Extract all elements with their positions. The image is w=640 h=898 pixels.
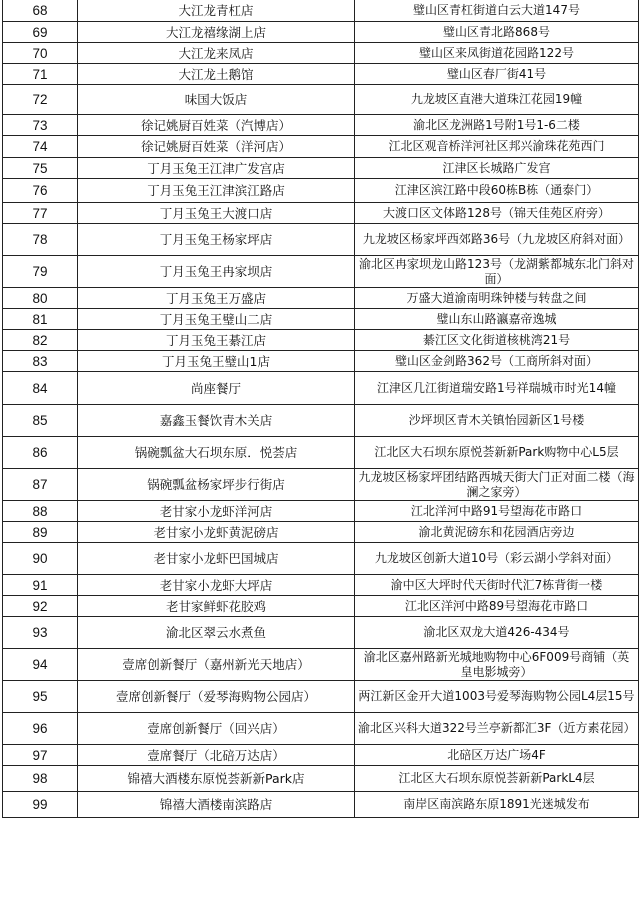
- row-number: 96: [3, 713, 78, 745]
- table-row: [3, 203, 639, 224]
- restaurant-address: 渝北区嘉州路新光城地购物中心6F009号商铺（英皇电影城旁）: [355, 649, 639, 681]
- row-number: 68: [3, 0, 78, 22]
- restaurant-address: 两江新区金开大道1003号爱琴海购物公园L4层15号: [355, 681, 639, 713]
- restaurant-address: 九龙坡区杨家坪团结路西城天街大门正对面二楼（海澜之家旁）: [355, 469, 639, 501]
- table-row: [3, 136, 639, 158]
- row-number: 69: [3, 22, 78, 43]
- row-number: 89: [3, 522, 78, 543]
- row-number: 71: [3, 64, 78, 85]
- table-row: [3, 437, 639, 469]
- row-number: 84: [3, 372, 78, 405]
- row-number: 72: [3, 85, 78, 115]
- restaurant-address: 渝中区大坪时代天街时代汇7栋背街一楼: [355, 575, 639, 596]
- table-row: [3, 649, 639, 681]
- table-row: [3, 469, 639, 501]
- table-row: [3, 288, 639, 309]
- table-row: [3, 766, 639, 792]
- table-row: [3, 224, 639, 256]
- row-number: 97: [3, 745, 78, 766]
- restaurant-name: 老甘家小龙虾黄泥磅店: [78, 522, 355, 543]
- row-number: 88: [3, 501, 78, 522]
- row-number: 83: [3, 351, 78, 372]
- table-row: [3, 64, 639, 85]
- row-number: 94: [3, 649, 78, 681]
- table-row: [3, 522, 639, 543]
- row-number: 70: [3, 43, 78, 64]
- restaurant-address: 渝北区冉家坝龙山路123号（龙湖紫都城东北门斜对面）: [355, 256, 639, 288]
- restaurant-name: 大江龙禧缘湖上店: [78, 22, 355, 43]
- restaurant-name: 锅碗瓢盆大石坝东原．悦荟店: [78, 437, 355, 469]
- restaurant-name: 锦禧大酒楼东原悦荟新新Park店: [78, 766, 355, 792]
- table-row: [3, 309, 639, 330]
- restaurant-name: 嘉鑫玉餐饮青木关店: [78, 405, 355, 437]
- restaurant-address: 江津区几江街道瑞安路1号祥瑞城市时光14幢: [355, 372, 639, 405]
- restaurant-name: 壹席餐厅（北碚万达店）: [78, 745, 355, 766]
- row-number: 85: [3, 405, 78, 437]
- restaurant-name: 壹席创新餐厅（爱琴海购物公园店）: [78, 681, 355, 713]
- restaurant-address: 璧山区来凤街道花园路122号: [355, 43, 639, 64]
- restaurant-address: 江津区长城路广发宫: [355, 158, 639, 179]
- restaurant-name: 大江龙青杠店: [78, 0, 355, 22]
- row-number: 78: [3, 224, 78, 256]
- row-number: 80: [3, 288, 78, 309]
- restaurant-address: 江北区观音桥洋河社区邦兴渝珠花苑西门: [355, 136, 639, 158]
- restaurant-address: 渝北区双龙大道426-434号: [355, 617, 639, 649]
- restaurant-name: 丁月玉兔王大渡口店: [78, 203, 355, 224]
- row-number: 86: [3, 437, 78, 469]
- table-row: [3, 501, 639, 522]
- restaurant-address: 渝北黄泥磅东和花园酒店旁边: [355, 522, 639, 543]
- restaurant-name: 老甘家鲜虾花胶鸡: [78, 596, 355, 617]
- table-row: [3, 115, 639, 136]
- table-row: [3, 575, 639, 596]
- restaurant-address: 江北区大石坝东原悦荟新新ParkL4层: [355, 766, 639, 792]
- restaurant-name: 丁月玉兔王江津广发宫店: [78, 158, 355, 179]
- restaurant-address: 大渡口区文体路128号（锦天佳苑区府旁）: [355, 203, 639, 224]
- restaurant-address: 北碚区万达广场4F: [355, 745, 639, 766]
- restaurant-name: 丁月玉兔王万盛店: [78, 288, 355, 309]
- restaurant-name: 老甘家小龙虾洋河店: [78, 501, 355, 522]
- restaurant-name: 壹席创新餐厅（回兴店）: [78, 713, 355, 745]
- restaurant-name: 壹席创新餐厅（嘉州新光天地店）: [78, 649, 355, 681]
- restaurant-name: 锦禧大酒楼南滨路店: [78, 792, 355, 818]
- table-row: [3, 351, 639, 372]
- table-row: [3, 713, 639, 745]
- restaurant-name: 尚座餐厅: [78, 372, 355, 405]
- restaurant-address: 渝北区龙洲路1号附1号1-6二楼: [355, 115, 639, 136]
- restaurant-address: 九龙坡区创新大道10号（彩云湖小学斜对面）: [355, 543, 639, 575]
- restaurant-name: 丁月玉兔王璧山二店: [78, 309, 355, 330]
- row-number: 91: [3, 575, 78, 596]
- row-number: 81: [3, 309, 78, 330]
- restaurant-name: 大江龙土鹅馆: [78, 64, 355, 85]
- restaurant-name: 味国大饭店: [78, 85, 355, 115]
- row-number: 90: [3, 543, 78, 575]
- table-row: [3, 681, 639, 713]
- row-number: 76: [3, 179, 78, 203]
- restaurant-address: 南岸区南滨路东原1891光迷城发布: [355, 792, 639, 818]
- row-number: 98: [3, 766, 78, 792]
- restaurant-name: 老甘家小龙虾巴国城店: [78, 543, 355, 575]
- restaurant-address: 沙坪坝区青木关镇怡园新区1号楼: [355, 405, 639, 437]
- table-row: [3, 596, 639, 617]
- restaurant-name: 徐记姚厨百姓菜（洋河店）: [78, 136, 355, 158]
- table-row: [3, 617, 639, 649]
- table-row: [3, 330, 639, 351]
- row-number: 92: [3, 596, 78, 617]
- restaurant-address: 江北区洋河中路89号望海花市路口: [355, 596, 639, 617]
- table-body: [3, 0, 639, 818]
- restaurant-name: 丁月玉兔王冉家坝店: [78, 256, 355, 288]
- restaurant-address: 璧山区金剑路362号（工商所斜对面）: [355, 351, 639, 372]
- restaurant-address: 璧山东山路瀛嘉帝逸城: [355, 309, 639, 330]
- table-row: [3, 179, 639, 203]
- row-number: 99: [3, 792, 78, 818]
- table-row: [3, 43, 639, 64]
- row-number: 74: [3, 136, 78, 158]
- restaurant-address: 九龙坡区杨家坪西郊路36号（九龙坡区府斜对面）: [355, 224, 639, 256]
- restaurant-address: 江北洋河中路91号望海花市路口: [355, 501, 639, 522]
- table-row: [3, 745, 639, 766]
- row-number: 75: [3, 158, 78, 179]
- row-number: 93: [3, 617, 78, 649]
- table-row: [3, 85, 639, 115]
- restaurant-address: 九龙坡区直港大道珠江花园19幢: [355, 85, 639, 115]
- restaurant-address: 璧山区青北路868号: [355, 22, 639, 43]
- restaurant-name: 老甘家小龙虾大坪店: [78, 575, 355, 596]
- restaurant-address: 璧山区青杠街道白云大道147号: [355, 0, 639, 22]
- table-row: [3, 405, 639, 437]
- row-number: 77: [3, 203, 78, 224]
- row-number: 82: [3, 330, 78, 351]
- row-number: 95: [3, 681, 78, 713]
- restaurant-name: 丁月玉兔王璧山1店: [78, 351, 355, 372]
- restaurant-name: 丁月玉兔王江津滨江路店: [78, 179, 355, 203]
- restaurant-address: 江北区大石坝东原悦荟新新Park购物中心L5层: [355, 437, 639, 469]
- restaurant-address: 璧山区春厂街41号: [355, 64, 639, 85]
- table-row: [3, 158, 639, 179]
- restaurant-address: 綦江区文化街道核桃湾21号: [355, 330, 639, 351]
- row-number: 87: [3, 469, 78, 501]
- restaurant-name: 丁月玉兔王杨家坪店: [78, 224, 355, 256]
- table-row: [3, 22, 639, 43]
- row-number: 73: [3, 115, 78, 136]
- restaurant-name: 徐记姚厨百姓菜（汽博店）: [78, 115, 355, 136]
- table-row: [3, 543, 639, 575]
- restaurant-name: 丁月玉兔王綦江店: [78, 330, 355, 351]
- restaurant-name: 锅碗瓢盆杨家坪步行街店: [78, 469, 355, 501]
- table-row: [3, 0, 639, 22]
- restaurant-address: 渝北区兴科大道322号兰亭新都汇3F（近方素花园）: [355, 713, 639, 745]
- table-row: [3, 372, 639, 405]
- restaurant-address: 江津区滨江路中段60栋B栋（通泰门）: [355, 179, 639, 203]
- restaurant-address: 万盛大道渝南明珠钟楼与转盘之间: [355, 288, 639, 309]
- table-row: [3, 792, 639, 818]
- restaurant-name: 渝北区翠云水煮鱼: [78, 617, 355, 649]
- restaurant-list-table: [2, 0, 639, 818]
- row-number: 79: [3, 256, 78, 288]
- table-row: [3, 256, 639, 288]
- restaurant-name: 大江龙来凤店: [78, 43, 355, 64]
